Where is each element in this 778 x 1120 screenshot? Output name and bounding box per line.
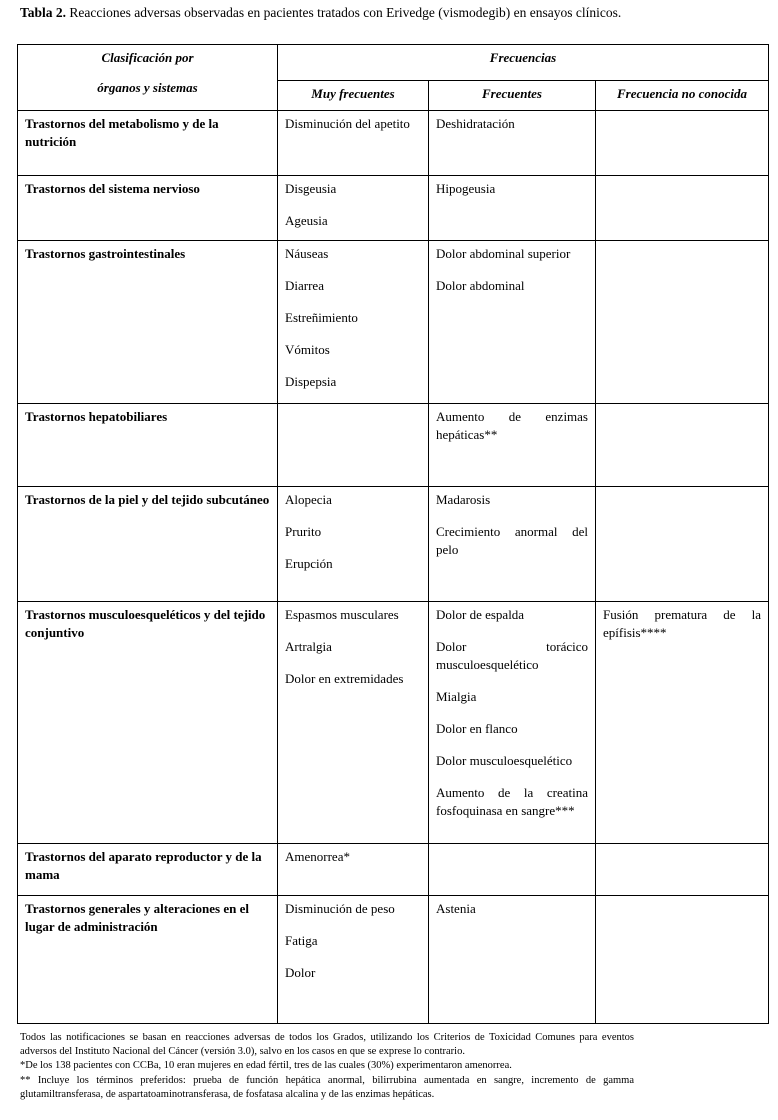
unknown-cell — [596, 487, 769, 602]
reaction-item: Mialgia — [436, 689, 477, 704]
table-row — [18, 404, 769, 487]
very-frequent-cell — [278, 404, 429, 487]
reaction-item: Dolor abdominal — [436, 278, 525, 293]
frequent-cell — [429, 896, 596, 1024]
very-frequent-cell — [278, 111, 429, 176]
reaction-item: Diarrea — [285, 278, 324, 293]
organ-class-cell: Trastornos del sistema nervioso — [18, 176, 278, 241]
reaction-item: Vómitos — [285, 342, 330, 357]
table-row — [18, 111, 769, 176]
frequent-cell — [429, 241, 596, 404]
header-organ-line2: órganos y sistemas — [97, 80, 198, 95]
reaction-item: Dispepsia — [285, 374, 337, 389]
frequent-cell — [429, 602, 596, 844]
reaction-item: Artralgia — [285, 639, 332, 654]
frequent-cell — [429, 176, 596, 241]
reaction-item: Fatiga — [285, 933, 318, 948]
reaction-item: Dolor — [285, 965, 316, 980]
reaction-item: Espasmos musculares — [285, 607, 399, 622]
reaction-item: Dolor abdominal superior — [436, 246, 571, 261]
very-frequent-cell — [278, 896, 429, 1024]
organ-class-cell: Trastornos hepatobiliares — [18, 404, 278, 487]
reaction-item: Dolor torácico musculoesquelético — [436, 639, 588, 672]
reaction-item: Disminución de peso — [285, 901, 395, 916]
header-organ-class — [18, 45, 278, 111]
frequent-cell — [429, 404, 596, 487]
reaction-item: Madarosis — [436, 492, 491, 507]
organ-class-cell: Trastornos del aparato reproductor y de la mama — [18, 844, 278, 896]
organ-class-cell: Trastornos generales y alteraciones en el lugar de administración — [18, 896, 278, 1024]
header-unknown-frequency: Frecuencia no conocida — [596, 81, 769, 111]
table-row — [18, 602, 769, 844]
very-frequent-cell — [278, 176, 429, 241]
frequent-cell — [429, 487, 596, 602]
footnote-1: *De los 138 pacientes con CCBa, 10 eran mujeres en edad fértil, tres de las cuales (30%) experimentaron amenorrea. — [20, 1060, 512, 1072]
unknown-cell — [596, 176, 769, 241]
unknown-cell — [596, 241, 769, 404]
table-row — [18, 844, 769, 896]
very-frequent-cell — [278, 602, 429, 844]
header-frequencies: Frecuencias — [278, 45, 769, 81]
unknown-cell — [596, 896, 769, 1024]
footnote-2: ** Incluye los términos preferidos: prueba de función hepática anormal, bilirrubina aumentada en sangre, incremento de gamma glutamiltransferasa, de aspartatoaminotransferasa, de fosfatasa alcalina y de las enzimas hepáticas. — [20, 1074, 634, 1100]
reaction-item: Astenia — [436, 901, 476, 916]
frequent-cell — [429, 844, 596, 896]
footnote-general: Todos las notificaciones se basan en reacciones adversas de todos los Grados, utilizando los Criterios de Toxicidad Comunes para eventos adversos del Instituto Nacional del Cáncer (versión 3.0), salvo en los casos en que se exprese lo contrario. — [20, 1032, 634, 1058]
reaction-item: Prurito — [285, 524, 322, 539]
unknown-cell — [596, 111, 769, 176]
header-organ-line1: Clasificación por — [101, 50, 194, 65]
reaction-item: Dolor musculoesquelético — [436, 753, 573, 768]
reaction-item: Hipogeusia — [436, 181, 496, 196]
very-frequent-cell — [278, 844, 429, 896]
reaction-item: Alopecia — [285, 492, 332, 507]
reaction-item: Amenorrea* — [285, 849, 350, 864]
unknown-cell — [596, 844, 769, 896]
organ-class-cell: Trastornos del metabolismo y de la nutrición — [18, 111, 278, 176]
reaction-item: Aumento de la creatina fosfoquinasa en sangre*** — [436, 785, 588, 818]
reaction-item: Deshidratación — [436, 116, 515, 131]
very-frequent-cell — [278, 487, 429, 602]
header-very-frequent: Muy frecuentes — [278, 81, 429, 111]
table-row — [18, 487, 769, 602]
unknown-cell — [596, 602, 769, 844]
table-row — [18, 176, 769, 241]
header-frequent: Frecuentes — [429, 81, 596, 111]
reaction-item: Estreñimiento — [285, 310, 358, 325]
reaction-item: Fusión prematura de la epífisis**** — [603, 607, 762, 640]
reaction-item: Erupción — [285, 556, 333, 571]
caption-text: Reacciones adversas observadas en pacientes tratados con Erivedge (vismodegib) en ensayos clínicos. — [66, 5, 622, 20]
organ-class-cell: Trastornos gastrointestinales — [18, 241, 278, 404]
reaction-item: Disgeusia — [285, 181, 337, 196]
reaction-item: Ageusia — [285, 213, 328, 228]
reaction-item: Dolor de espalda — [436, 607, 525, 622]
organ-class-cell: Trastornos musculoesqueléticos y del tejido conjuntivo — [18, 602, 278, 844]
table-row — [18, 241, 769, 404]
reaction-item: Aumento de enzimas hepáticas** — [436, 409, 588, 442]
reaction-item: Dolor en flanco — [436, 721, 518, 736]
table-row — [18, 896, 769, 1024]
adverse-reactions-table — [17, 44, 769, 1024]
reaction-item: Dolor en extremidades — [285, 671, 404, 686]
unknown-cell — [596, 404, 769, 487]
table-caption — [20, 5, 642, 21]
reaction-item: Crecimiento anormal del pelo — [436, 524, 588, 557]
organ-class-cell: Trastornos de la piel y del tejido subcutáneo — [18, 487, 278, 602]
caption-label: Tabla 2. — [20, 5, 67, 20]
reaction-item: Náuseas — [285, 246, 329, 261]
frequent-cell — [429, 111, 596, 176]
footnotes — [20, 1031, 634, 1102]
reaction-item: Disminución del apetito — [285, 116, 410, 131]
very-frequent-cell — [278, 241, 429, 404]
